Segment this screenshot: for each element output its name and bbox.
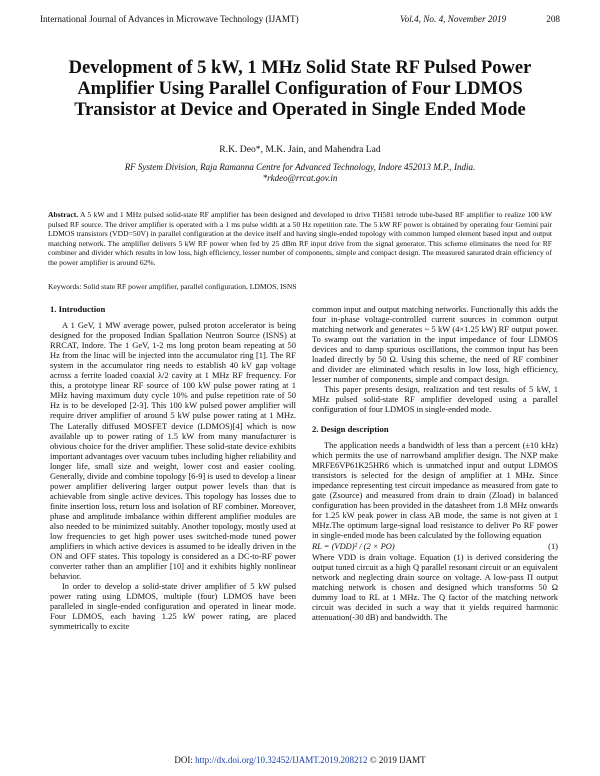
affiliation: RF System Division, Raja Ramanna Centre for Advanced Technology, Indore 452013 M.P., India. — [124, 162, 476, 172]
keywords: Keywords: Solid state RF power amplifier, parallel configuration, LDMOS, ISNS — [48, 282, 297, 291]
left-column — [50, 304, 296, 632]
volume-info: Vol.4, No. 4, November 2019 — [400, 14, 507, 24]
paper-title: Development of 5 kW, 1 MHz Solid State RF Pulsed Power Amplifier Using Parallel Configuration of Four LDMOS Transistor at Device and Operated in Single Ended Mode — [68, 58, 532, 120]
page-number: 208 — [546, 14, 560, 24]
equation-text: RL = (VDD)² / (2 × PO) — [312, 541, 395, 552]
page-footer — [0, 755, 600, 765]
journal-name: International Journal of Advances in Microwave Technology (IJAMT) — [40, 14, 299, 24]
equation-1 — [312, 541, 558, 551]
section-heading-introduction: 1. Introduction — [50, 304, 106, 314]
design-paragraph-1: The application needs a bandwidth of less than a percent (±10 kHz) which permits the use of narrowband amplifier design. The NXP make MRFE6VP61K25HR6 which is unmatched input and output LDMOS transistors is selected for the design of amplifier at 1 MHz. Since impedance representing test circuit impedance as measured from gate to gate (Zsource) and measured from drain to drain (Zload) in balanced configuration has been provided in the datasheet from 1.8 MHz onwards for 1.25 kW peak power in class AB mode, the same is not given at 1 MHz.The optimum large-signal load resistance to deliver Po RF power in single-ended mode has been calculated by the following equation — [312, 439, 558, 540]
doi-link[interactable]: http://dx.doi.org/10.32452/IJAMT.2019.208212 — [195, 755, 368, 765]
intro-paragraph-1: A 1 GeV, 1 MW average power, pulsed proton accelerator is being designed for the proposed Indian Spallation Neutron Source (ISNS) at RRCAT, Indore. The 1 GeV, 1-2 ms long proton beam repeating at 50 Hz from the linac will be injected into the accumulator ring [1]. The RF system in the accumulator ring needs to establish 40 kV gap voltage across a ferrite loaded coaxial λ/2 cavity at 1 MHz RF frequency. For this, a prototype linear RF source of 100 kW pulse power rating at 1 MHz having maximum duty cycle 10% and pulse repetition rate of 50 Hz is to be developed [2-3]. This 100 kW pulsed power amplifier will require driver amplifier of around 5 kW pulse power rating at 1 MHz. The Laterally diffused MOSFET device (LDMOS)[4] which is now available up to power rating of 1.5 kW from many manufacturer is obvious choice for the driver amplifier. These solid-state device exhibits important advantages over vacuum tubes including higher reliability and longer life, small size and weight, lower cost and easier cooling. Generally, divide and combine topology [6-9] is used to develop a linear power amplifier delivering larger output power levels than that is achievable from single active devices. This topology has losses due to finite insertion loss, return loss and isolation of RF combiner. Moreover, phase and amplitude imbalance within different amplifier modules are also needed to be minimized suitably. Another topology, mostly used at low frequencies to get high power uses switched-mode tuned power amplifiers in which active devices is assumed to be ideally driven in the ON and OFF states. This topology is considered as a DC-to-RF power converter rather than an amplifier [10] and it exhibits highly nonlinear behavior. — [50, 320, 296, 582]
abstract — [48, 210, 552, 267]
intro-paragraph-3: common input and output matching networks. Functionally this adds the four in-phase voltage-controlled current sources in common output matching network and generates ~ 5 kW (4×1.25 kW) RF output power. To swamp out the variation in the input impedance of four LDMOS devices and to damp spurious oscillations, the common input has been loaded directly by 50 Ω. Using this scheme, the need of RF combiner and divider are eliminated which results in low loss, high efficiency, lesser number of components, simple and compact design. — [312, 304, 558, 385]
intro-paragraph-4: This paper presents design, realization and test results of 5 kW, 1 MHz pulsed solid-state RF amplifier developed using a parallel configuration of four LDMOS in single-ended mode. — [312, 384, 558, 415]
copyright: © 2019 IJAMT — [367, 755, 426, 765]
author-list: R.K. Deo*, M.K. Jain, and Mahendra Lad — [219, 144, 381, 155]
section-heading-design: 2. Design description — [312, 423, 389, 434]
running-header — [40, 14, 560, 24]
right-column — [312, 304, 558, 622]
equation-number: (1) — [548, 541, 558, 552]
abstract-label: Abstract. — [48, 210, 79, 219]
intro-paragraph-2: In order to develop a solid-state driver amplifier of 5 kW pulsed power rating using LDMOS, multiple (four) LDMOS have been paralleled in single-ended configuration and operated in linear mode. Four LDMOS, each having 1.25 kW power rating, are placed symmetrically to excite — [50, 581, 296, 632]
abstract-text: A 5 kW and 1 MHz pulsed solid-state RF amplifier has been designed and developed to drive TH581 tetrode tube-based RF amplifier to realize 100 kW pulsed RF source. The driver amplifier is operated with a 1 ms pulse width at a 50 Hz repetition rate. The 5 kW RF power is obtained by operating four Gemini pair LDMOS transistors (VDD=50V) in parallel configuration at the device itself and having single-ended topology with common lumped element based input and output matching network. The amplifier delivers 5 kW RF power when fed by 25 dBm RF input drive from the signal generator. This scheme eliminates the need for RF combiner and divider which results in low loss, high efficiency, lesser number of components, simple and compact design. The measured saturated drain efficiency of the power amplifier is around 62%. — [48, 210, 552, 267]
design-paragraph-2: Where VDD is drain voltage. Equation (1) is derived considering the output tuned circuit as a high Q parallel resonant circuit or an equivalent network and neglecting drain source on voltage. A low-pass Π output matching network is chosen and designed which transforms 50 Ω dummy load to RL at 1 MHz. The Q factor of the matching network circuit was decided in such a way that it yields required harmonic attenuation(-30 dB) and bandwidth. The — [312, 552, 558, 623]
affiliation-block — [40, 162, 560, 184]
doi-label: DOI: — [174, 755, 196, 765]
author-email: *rkdeo@rrcat.gov.in — [262, 173, 338, 183]
